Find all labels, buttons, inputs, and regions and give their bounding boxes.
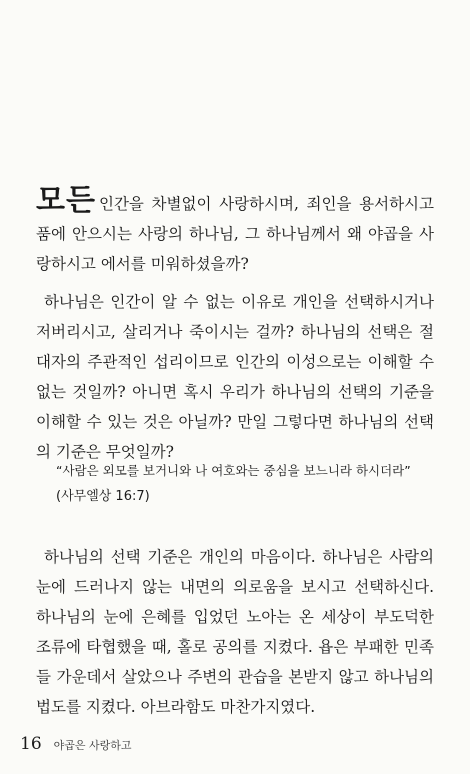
answer-paragraph xyxy=(36,542,434,722)
scripture-reference: (사무엘상 16:7) xyxy=(56,489,150,504)
question-paragraph-text: 하나님은 인간이 알 수 없는 이유로 개인을 선택하시거나 저버리시고, 살리거나 죽이시는 걸까? 하나님의 선택은 절대자의 주관적인 섭리이므로 인간의 이성으로는 이해할 수 없는 것일까? 아니면 혹시 우리가 하나님의 선택의 기준을 이해할 수 있는 것은 아닐까? 만일 그렇다면 하나님의 선택의 기준은 무엇일까? xyxy=(36,293,434,461)
answer-paragraph-text: 하나님의 선택 기준은 개인의 마음이다. 하나님은 사람의 눈에 드러나지 않는 내면의 의로움을 보시고 선택하신다. 하나님의 눈에 은혜를 입었던 노아는 온 세상이 부도덕한 조류에 타협했을 때, 홀로 공의를 지켰다. 욥은 부패한 민족들 가운데서 살았으나 주변의 관습을 본받지 않고 하나님의 법도를 지켰다. 아브라함도 마찬가지였다. xyxy=(36,548,434,716)
scripture-quote xyxy=(56,458,446,510)
opening-paragraph-text: 인간을 차별없이 사랑하시며, 죄인을 용서하시고 품에 안으시는 사랑의 하나님, 그 하나님께서 왜 야곱을 사랑하시고 에서를 미워하셨을까? xyxy=(36,195,434,273)
opening-paragraph xyxy=(36,183,434,279)
drop-cap-word: 모든 xyxy=(36,183,96,218)
question-paragraph xyxy=(36,287,434,467)
scripture-quote-text: “사람은 외모를 보거니와 나 여호와는 중심을 보느니라 하시더라” xyxy=(56,463,411,478)
page-number: 16 xyxy=(20,734,42,754)
page-footer xyxy=(20,734,132,754)
running-title: 야곱은 사랑하고 xyxy=(53,739,132,752)
